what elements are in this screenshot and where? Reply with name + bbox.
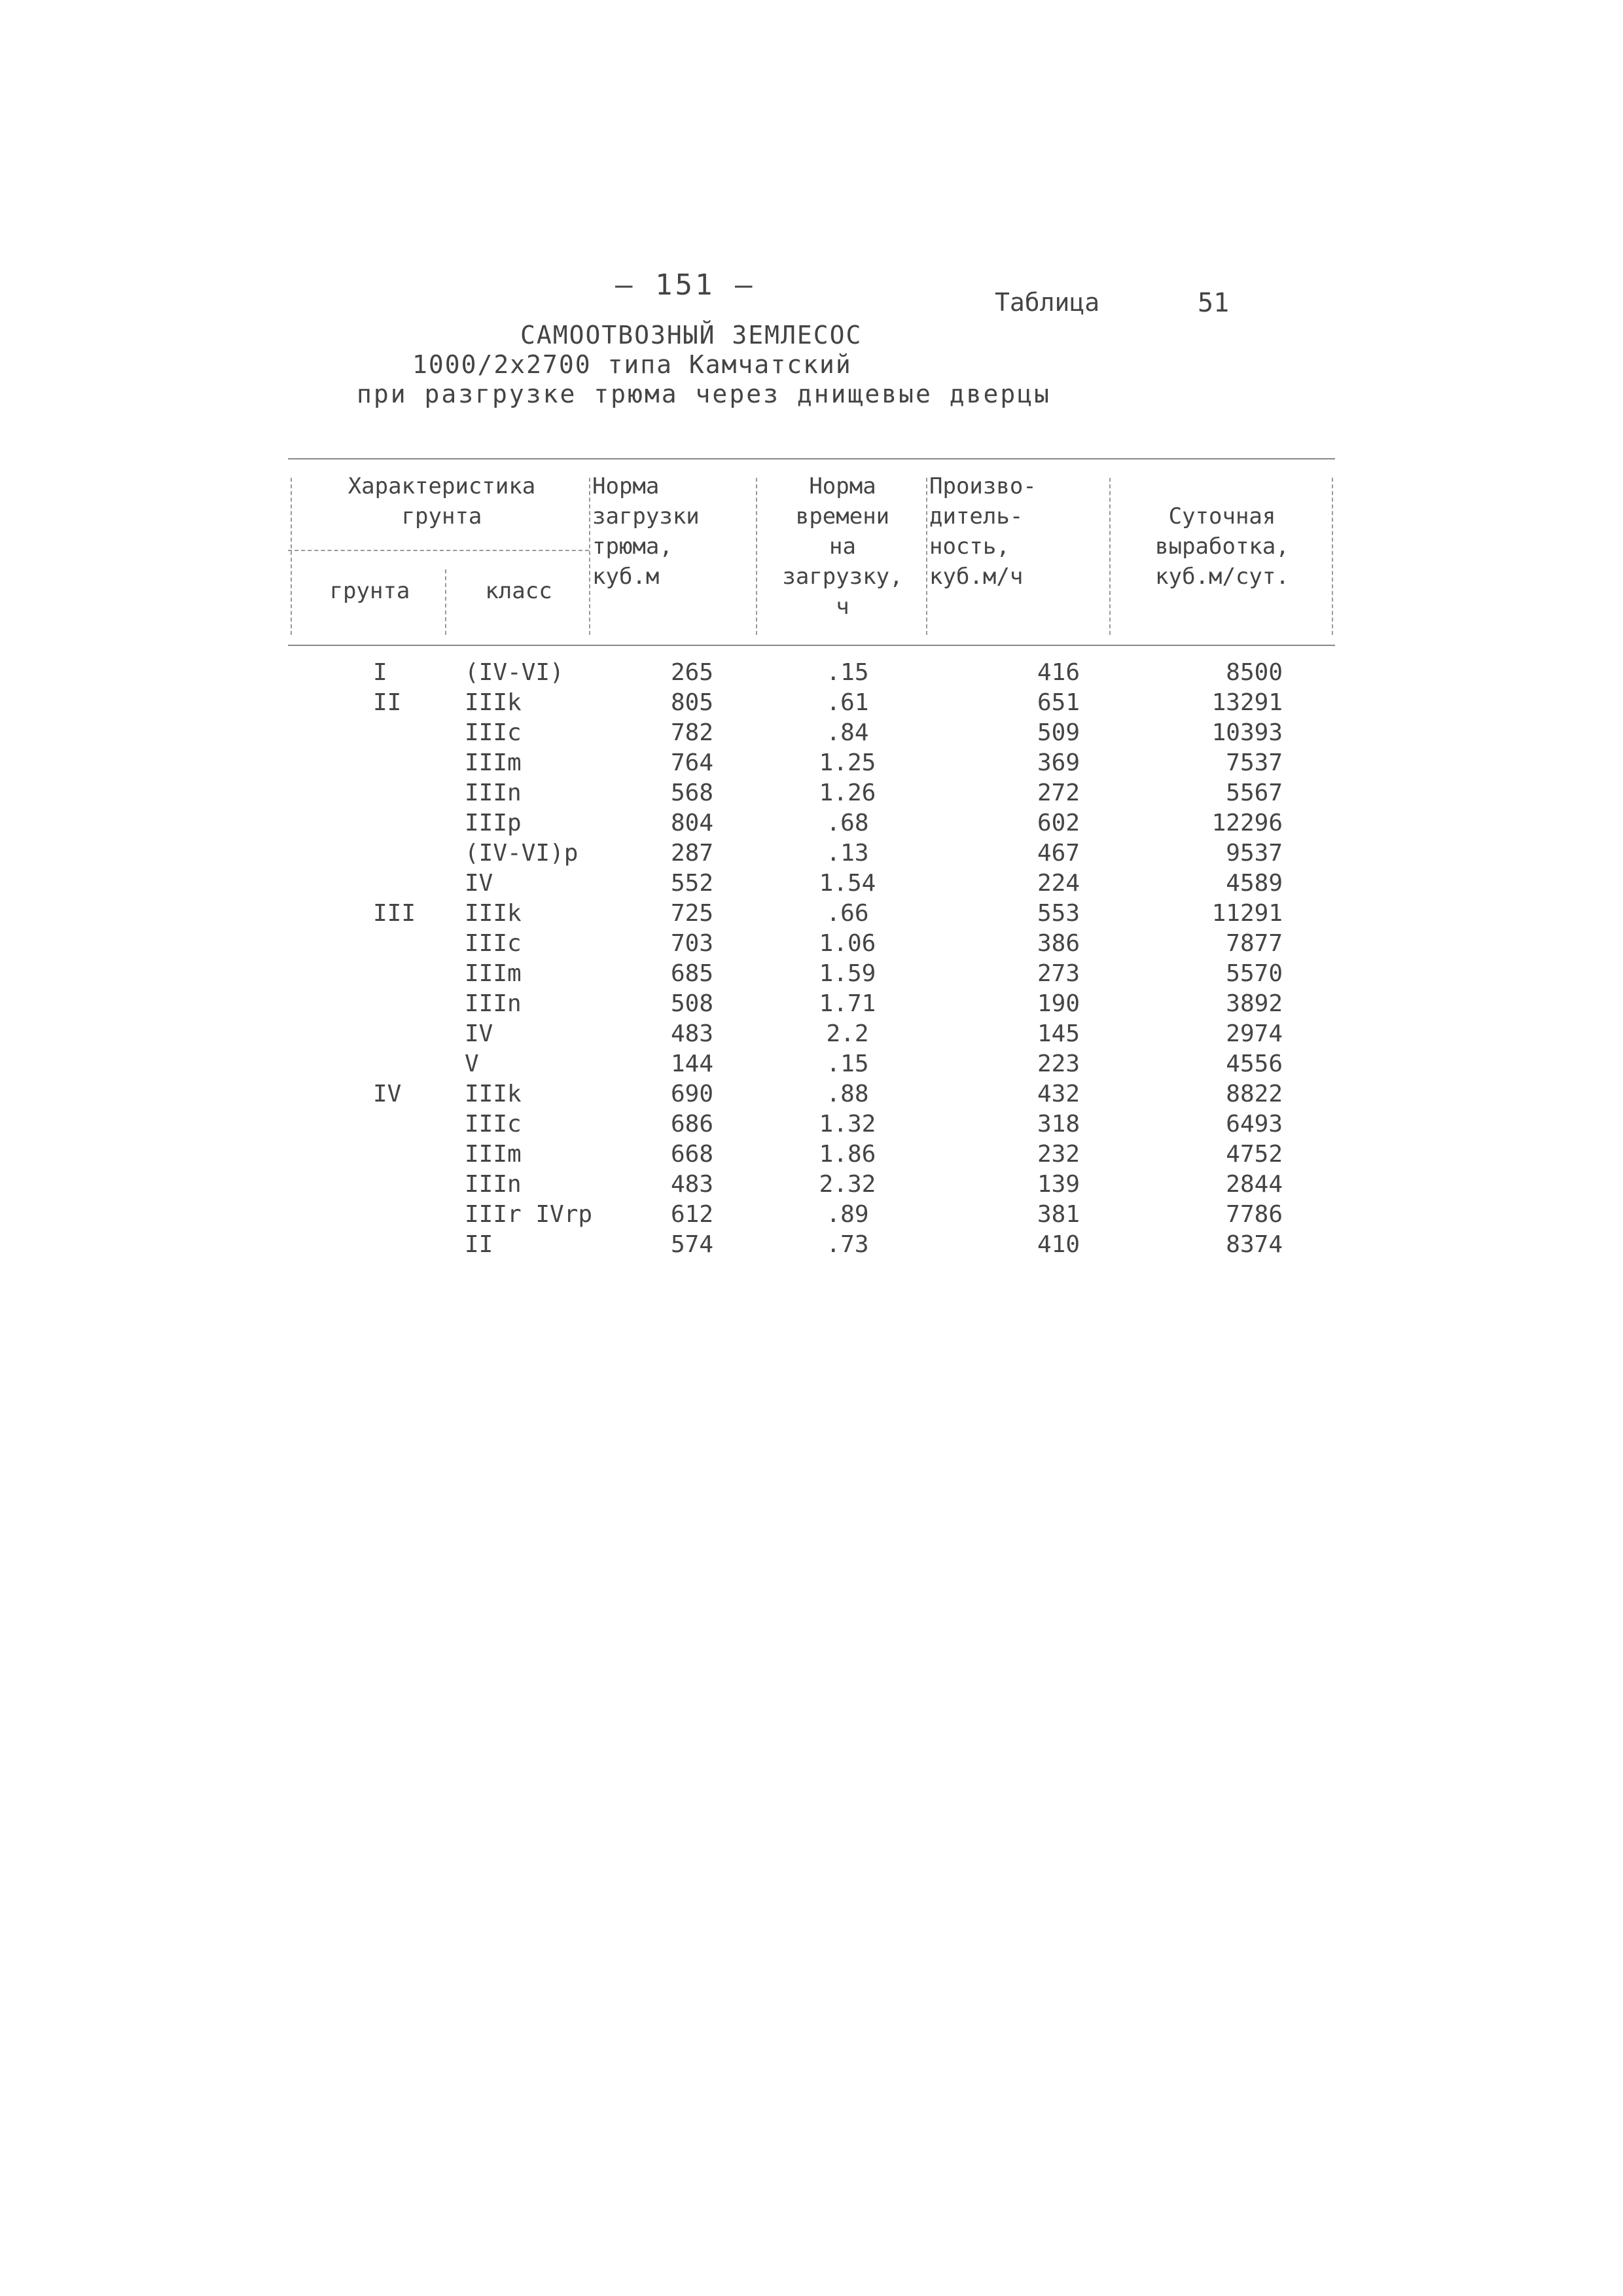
title-line-3: при разгрузке трюма через днищевые дверцы (357, 380, 1051, 408)
cell-norm-load: 668 (670, 1141, 713, 1168)
table-label: Таблица (995, 288, 1100, 317)
cell-norm-time: .61 (826, 689, 869, 716)
header-divider (1109, 478, 1111, 635)
cell-daily-output: 7877 (1226, 930, 1283, 957)
cell-class: IIIc (465, 719, 522, 746)
cell-norm-time: 2.32 (819, 1171, 876, 1198)
cell-productivity: 145 (1037, 1020, 1080, 1047)
header-norm-load: Норма загрузки трюма, куб.м (592, 473, 700, 590)
cell-class: IIIk (465, 1081, 522, 1107)
cell-daily-output: 8374 (1226, 1231, 1283, 1258)
cell-norm-load: 287 (670, 840, 713, 867)
cell-norm-time: 1.26 (819, 780, 876, 806)
cell-daily-output: 8822 (1226, 1081, 1283, 1107)
table-number: 51 (1198, 288, 1230, 318)
cell-norm-load: 686 (670, 1111, 713, 1138)
cell-norm-load: 483 (670, 1020, 713, 1047)
cell-norm-load: 265 (670, 659, 713, 686)
cell-class: IIIm (465, 749, 522, 776)
table-top-rule (288, 458, 1335, 459)
cell-class: IIIp (465, 810, 522, 836)
cell-productivity: 509 (1037, 719, 1080, 746)
header-class: класс (485, 578, 552, 604)
cell-norm-time: .68 (826, 810, 869, 836)
cell-norm-load: 574 (670, 1231, 713, 1258)
cell-norm-time: 1.32 (819, 1111, 876, 1138)
cell-norm-load: 612 (670, 1201, 713, 1228)
cell-norm-load: 568 (670, 780, 713, 806)
cell-daily-output: 4589 (1226, 870, 1283, 897)
cell-class: II (465, 1231, 493, 1258)
cell-daily-output: 4556 (1226, 1050, 1283, 1077)
cell-daily-output: 8500 (1226, 659, 1283, 686)
header-norm-time: Норма времени на загрузку, ч (782, 473, 903, 620)
cell-productivity: 553 (1037, 900, 1080, 927)
cell-norm-load: 483 (670, 1171, 713, 1198)
cell-norm-time: .13 (826, 840, 869, 867)
cell-norm-time: .84 (826, 719, 869, 746)
cell-norm-time: .66 (826, 900, 869, 927)
cell-class: IIIk (465, 900, 522, 927)
cell-productivity: 416 (1037, 659, 1080, 686)
cell-grunt: III (373, 900, 416, 927)
cell-daily-output: 2844 (1226, 1171, 1283, 1198)
cell-class: IIIk (465, 689, 522, 716)
cell-class: V (465, 1050, 479, 1077)
cell-grunt: IV (373, 1081, 402, 1107)
cell-class: IIIn (465, 990, 522, 1017)
header-divider (445, 569, 446, 635)
cell-daily-output: 2974 (1226, 1020, 1283, 1047)
cell-daily-output: 7786 (1226, 1201, 1283, 1228)
header-divider (1332, 478, 1333, 635)
cell-daily-output: 7537 (1226, 749, 1283, 776)
cell-grunt: II (373, 689, 402, 716)
cell-productivity: 232 (1037, 1141, 1080, 1168)
cell-daily-output: 13291 (1211, 689, 1283, 716)
cell-productivity: 602 (1037, 810, 1080, 836)
cell-norm-load: 805 (670, 689, 713, 716)
cell-norm-load: 703 (670, 930, 713, 957)
cell-productivity: 381 (1037, 1201, 1080, 1228)
cell-daily-output: 10393 (1211, 719, 1283, 746)
cell-daily-output: 3892 (1226, 990, 1283, 1017)
cell-productivity: 272 (1037, 780, 1080, 806)
cell-class: IIIc (465, 930, 522, 957)
title-line-1: САМООТВОЗНЫЙ ЗЕМЛЕСОС (520, 321, 863, 350)
cell-norm-time: .88 (826, 1081, 869, 1107)
title-line-2: 1000/2x2700 типа Камчатский (412, 350, 852, 379)
header-grunt: грунта (329, 578, 410, 604)
cell-norm-load: 782 (670, 719, 713, 746)
cell-norm-load: 685 (670, 960, 713, 987)
cell-norm-time: 1.06 (819, 930, 876, 957)
cell-norm-load: 764 (670, 749, 713, 776)
cell-productivity: 224 (1037, 870, 1080, 897)
header-divider (926, 478, 927, 635)
cell-norm-load: 804 (670, 810, 713, 836)
cell-norm-time: 1.71 (819, 990, 876, 1017)
page-number: — 151 — (615, 268, 755, 302)
cell-class: IIIm (465, 1141, 522, 1168)
cell-daily-output: 9537 (1226, 840, 1283, 867)
header-divider (589, 478, 590, 635)
cell-productivity: 386 (1037, 930, 1080, 957)
cell-norm-load: 508 (670, 990, 713, 1017)
cell-productivity: 273 (1037, 960, 1080, 987)
cell-productivity: 410 (1037, 1231, 1080, 1258)
cell-norm-time: 1.25 (819, 749, 876, 776)
cell-norm-time: .15 (826, 659, 869, 686)
cell-norm-time: .73 (826, 1231, 869, 1258)
cell-class: IIIm (465, 960, 522, 987)
table-header-rule (288, 645, 1335, 646)
cell-norm-time: 2.2 (826, 1020, 869, 1047)
header-divider (756, 478, 757, 635)
cell-daily-output: 11291 (1211, 900, 1283, 927)
cell-class: IIIn (465, 780, 522, 806)
cell-daily-output: 5567 (1226, 780, 1283, 806)
cell-norm-time: .15 (826, 1050, 869, 1077)
cell-daily-output: 4752 (1226, 1141, 1283, 1168)
cell-productivity: 223 (1037, 1050, 1080, 1077)
cell-productivity: 651 (1037, 689, 1080, 716)
cell-class: (IV-VI) (465, 659, 564, 686)
cell-productivity: 467 (1037, 840, 1080, 867)
cell-norm-load: 144 (670, 1050, 713, 1077)
cell-class: IV (465, 870, 493, 897)
header-divider (291, 478, 292, 635)
cell-class: IIIr IVrp (465, 1201, 593, 1228)
cell-norm-load: 725 (670, 900, 713, 927)
cell-productivity: 369 (1037, 749, 1080, 776)
cell-grunt: I (373, 659, 387, 686)
cell-productivity: 139 (1037, 1171, 1080, 1198)
cell-norm-load: 552 (670, 870, 713, 897)
header-daily: Суточная выработка, куб.м/сут. (1155, 503, 1289, 590)
cell-class: IIIn (465, 1171, 522, 1198)
cell-productivity: 318 (1037, 1111, 1080, 1138)
cell-productivity: 190 (1037, 990, 1080, 1017)
cell-class: IIIc (465, 1111, 522, 1138)
cell-daily-output: 12296 (1211, 810, 1283, 836)
cell-daily-output: 5570 (1226, 960, 1283, 987)
header-characteristic: Характеристика грунта (348, 473, 536, 529)
cell-daily-output: 6493 (1226, 1111, 1283, 1138)
cell-norm-time: 1.86 (819, 1141, 876, 1168)
table-header (288, 471, 1335, 641)
cell-class: IV (465, 1020, 493, 1047)
cell-productivity: 432 (1037, 1081, 1080, 1107)
header-subdivider (288, 550, 589, 551)
cell-norm-time: 1.54 (819, 870, 876, 897)
header-productivity: Произво- дитель- ность, куб.м/ч (929, 473, 1037, 590)
cell-norm-load: 690 (670, 1081, 713, 1107)
cell-norm-time: 1.59 (819, 960, 876, 987)
cell-norm-time: .89 (826, 1201, 869, 1228)
cell-class: (IV-VI)p (465, 840, 579, 867)
